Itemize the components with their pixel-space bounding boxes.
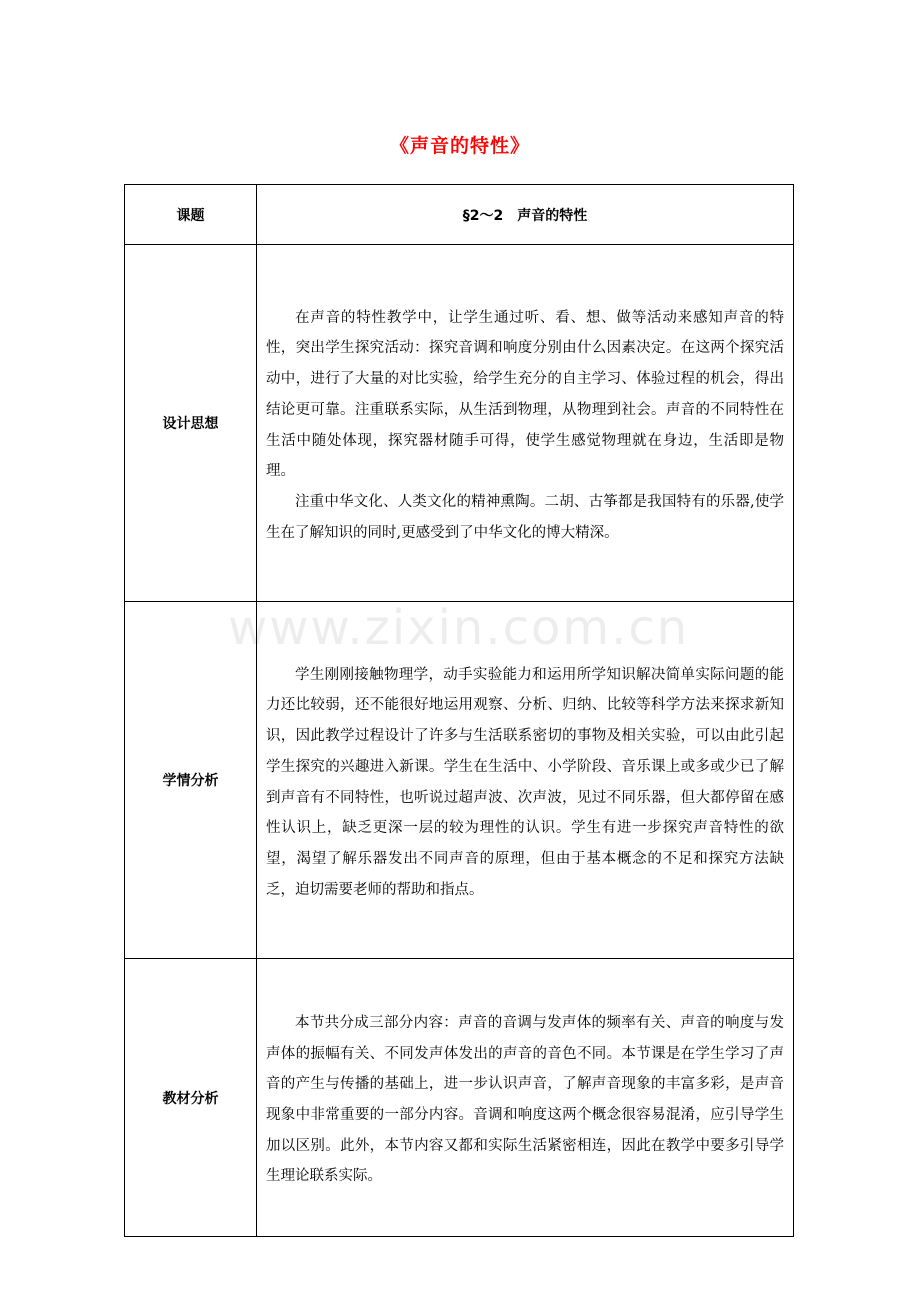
design-paragraph-2: 注重中华文化、人类文化的精神熏陶。二胡、古筝都是我国特有的乐器,使学生在了解知识的同时,更感受到了中华文化的博大精深。 [266,493,784,541]
watermark: www.zixin.com.cn [228,600,690,656]
topic-label: 课题 [125,185,257,245]
row-label-design: 设计思想 [125,245,257,602]
student-analysis-paragraph: 学生刚刚接触物理学，动手实验能力和运用所学知识解决简单实际问题的能力还比较弱，还不能很好地运用观察、分析、归纳、比较等科学方法来探求新知识，因此教学过程设计了许多与生活联系密切的事物及相关实验，可以由此引起学生探究的兴趣进入新课。学生在生活中、小学阶段、音乐课上或多或少已了解到声音有不同特性，也听说过超声波、次声波，见过不同乐器，但大都停留在感性认识上，缺乏更深一层的较为理性的认识。学生有进一步探究声音特性的欲望，渴望了解乐器发出不同声音的原理，但由于基本概念的不足和探究方法缺乏，迫切需要老师的帮助和指点。 [266,666,784,898]
table-header-row [125,185,794,245]
lesson-plan-table [124,184,794,1237]
table-row-material-analysis [125,959,794,1237]
row-content-material-analysis [257,959,794,1237]
table-row-design [125,245,794,602]
design-paragraph-1: 在声音的特性教学中，让学生通过听、看、想、做等活动来感知声音的特性，突出学生探究活动：探究音调和响度分别由什么因素决定。在这两个探究活动中，进行了大量的对比实验，给学生充分的自主学习、体验过程的机会，得出结论更可靠。注重联系实际，从生活到物理，从物理到社会。声音的不同特性在生活中随处体现，探究器材随手可得，使学生感觉物理就在身边，生活即是物理。 [266,309,784,480]
document-title: 《声音的特性》 [389,135,530,157]
material-analysis-paragraph: 本节共分成三部分内容：声音的音调与发声体的频率有关、声音的响度与发声体的振幅有关、不同发声体发出的声音的音色不同。本节课是在学生学习了声音的产生与传播的基础上，进一步认识声音，了解声音现象的丰富多彩，是声音现象中非常重要的一部分内容。音调和响度这两个概念很容易混淆，应引导学生加以区别。此外，本节内容又都和实际生活紧密相连，因此在教学中要多引导学生理论联系实际。 [266,1014,784,1185]
row-content-student-analysis [257,602,794,959]
row-content-design [257,245,794,602]
topic-value: §2～2 声音的特性 [257,185,794,245]
row-label-student-analysis: 学情分析 [125,602,257,959]
row-label-material-analysis: 教材分析 [125,959,257,1237]
table-row-student-analysis [125,602,794,959]
